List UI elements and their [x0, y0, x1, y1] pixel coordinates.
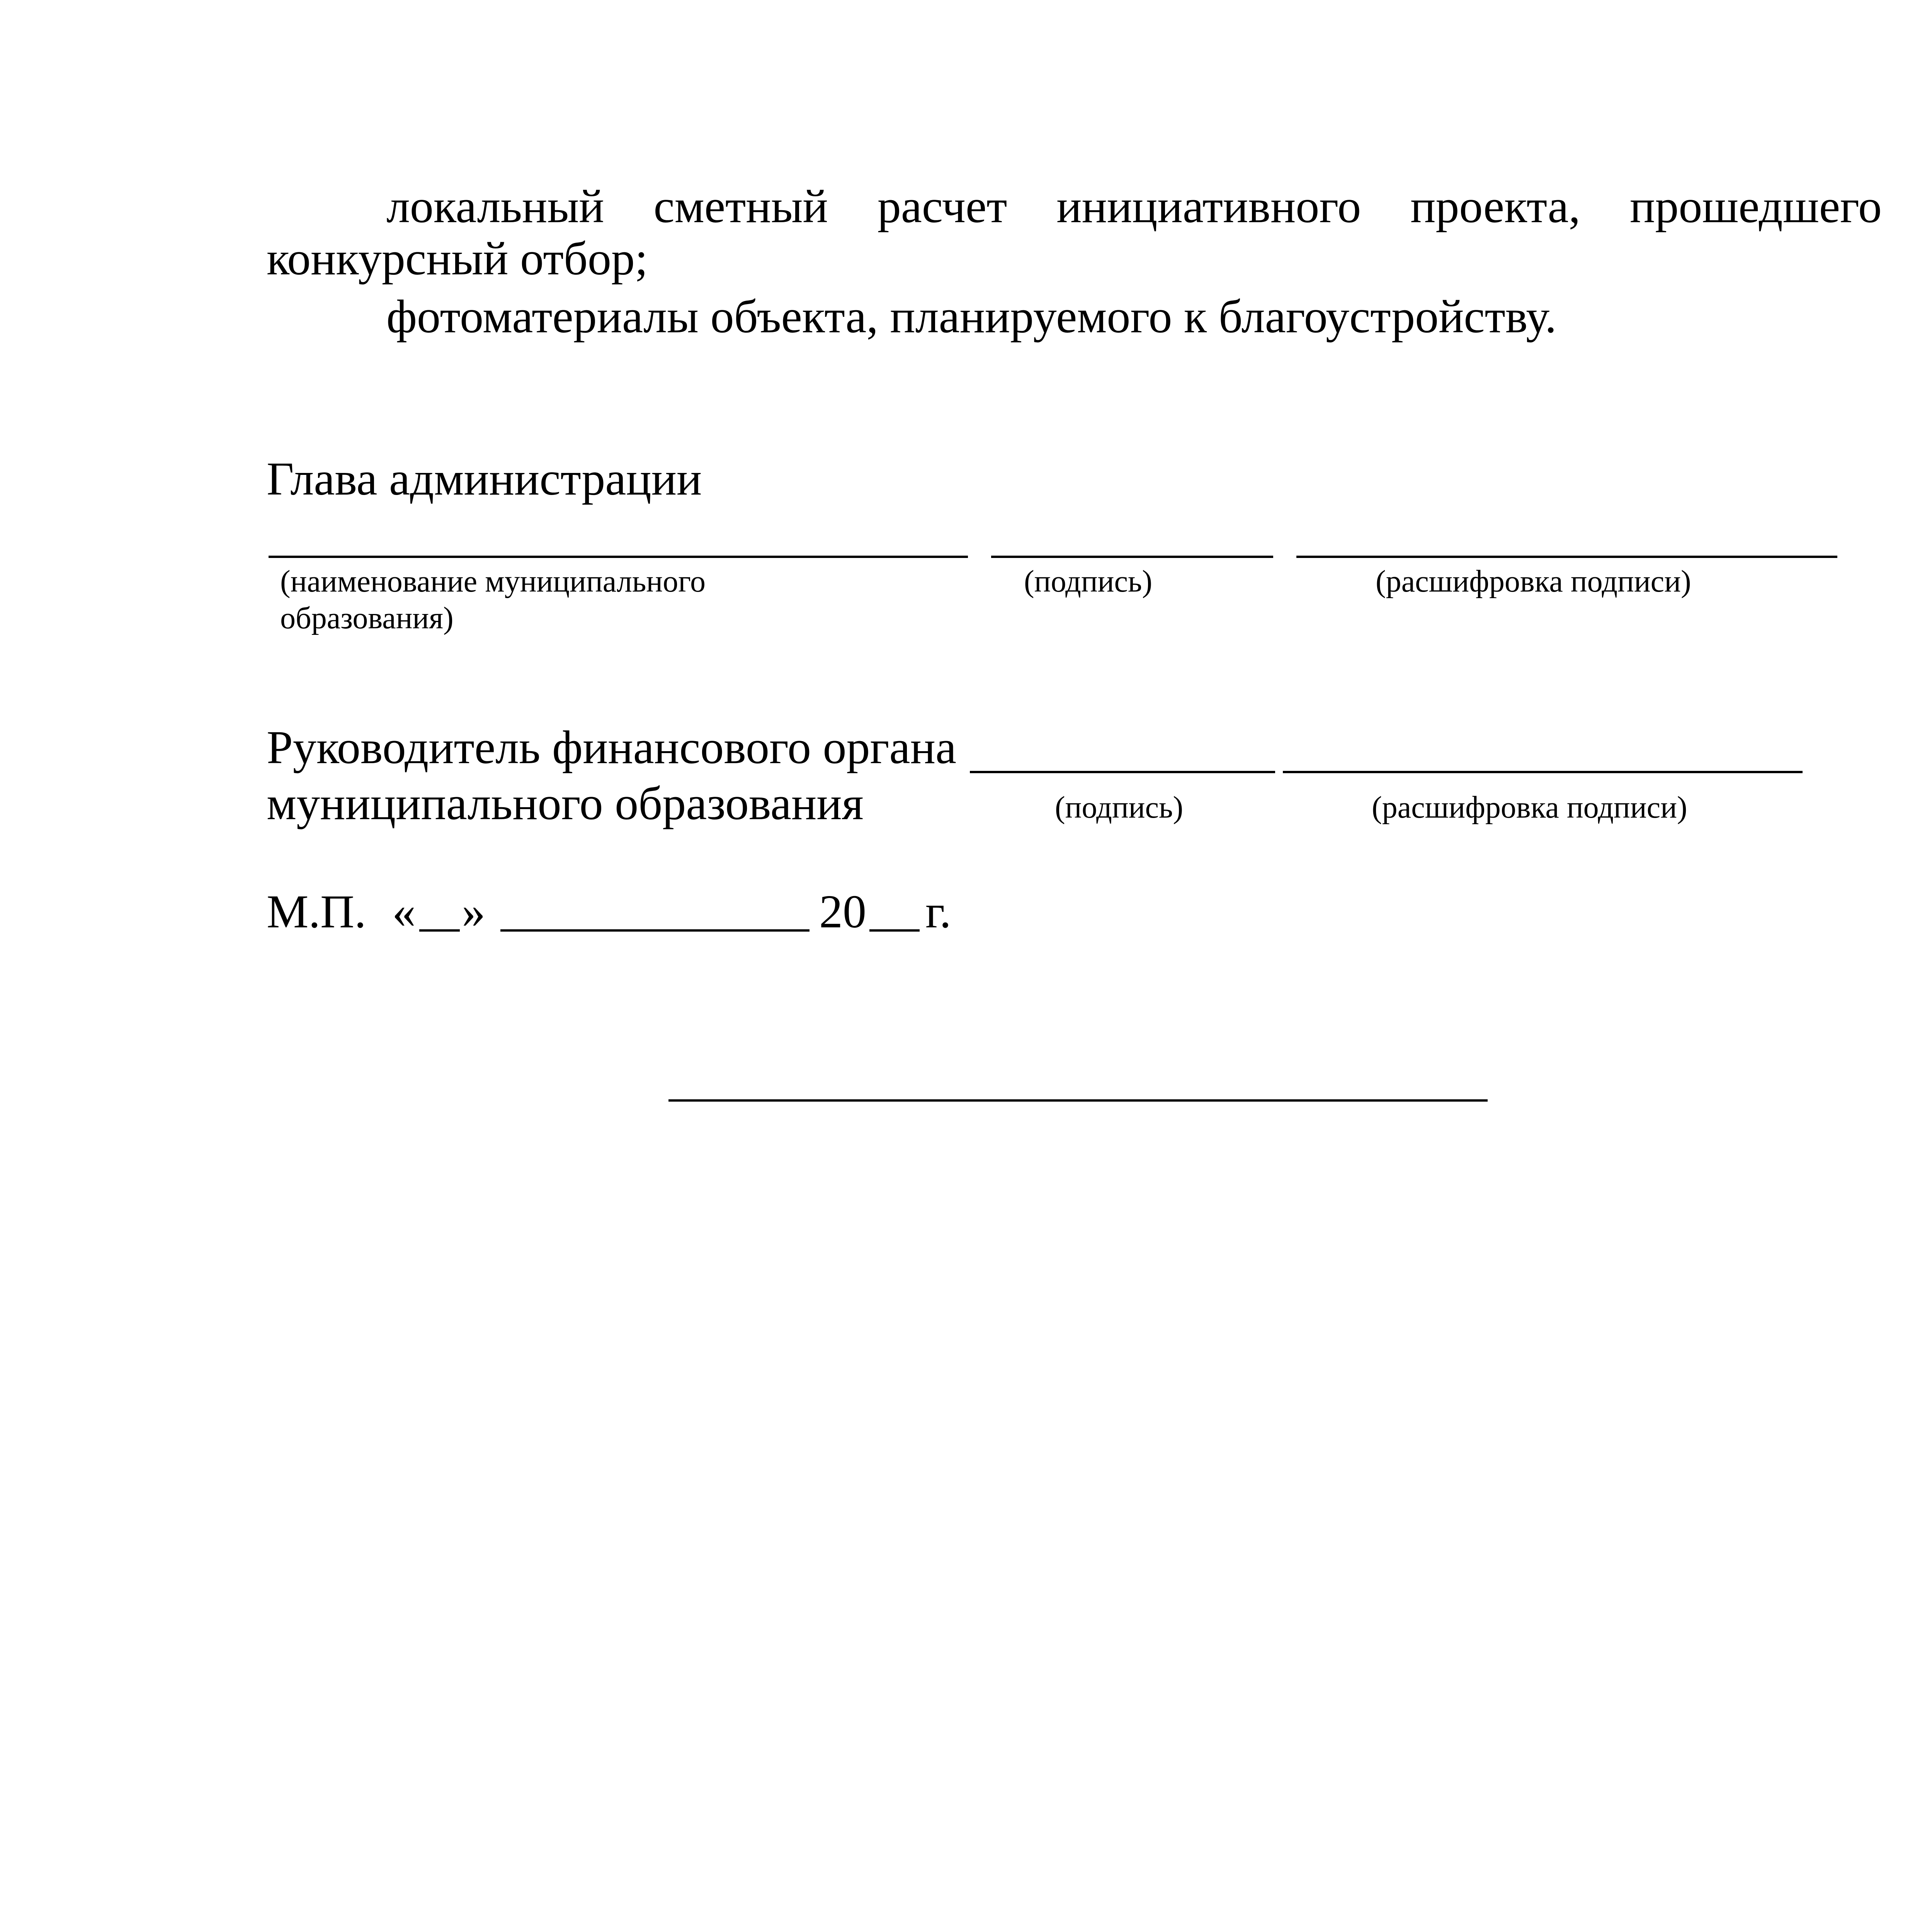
body-word: инициативного [1056, 180, 1361, 233]
body-word: расчет [877, 180, 1007, 233]
date-day-line [419, 929, 460, 932]
caption-head-decoding: (расшифровка подписи) [1376, 565, 1691, 599]
body-line-2: конкурсный отбор; [267, 233, 648, 285]
finance-title-line-1: Руководитель финансового органа [267, 721, 957, 774]
head-decoding-line [1296, 556, 1837, 558]
finance-decoding-line [1283, 771, 1803, 773]
caption-municipality-2: образования) [280, 601, 454, 635]
municipality-name-line [269, 556, 968, 558]
head-signature-line [991, 556, 1273, 558]
date-year-suffix: г. [925, 886, 951, 938]
finance-signature-line [970, 771, 1275, 773]
caption-head-signature: (подпись) [1024, 565, 1153, 599]
date-quote-close: » [462, 886, 485, 938]
stamp-label: М.П. [267, 886, 366, 938]
date-quote-open: « [392, 886, 416, 938]
date-year-prefix: 20 [819, 886, 866, 938]
body-word: проекта, [1410, 180, 1581, 233]
body-word: локальный [386, 180, 604, 233]
caption-finance-decoding: (расшифровка подписи) [1372, 791, 1687, 825]
body-word: сметный [653, 180, 828, 233]
head-title: Глава администрации [267, 453, 702, 505]
body-line-3: фотоматериалы объекта, планируемого к благоустройству. [386, 291, 1557, 343]
finance-title-line-2: муниципального образования [267, 777, 864, 830]
closing-separator-line [668, 1099, 1488, 1102]
date-month-line [500, 929, 810, 932]
body-word: прошедшего [1630, 180, 1882, 233]
date-year-line [869, 929, 920, 932]
body-line-1 [386, 178, 1882, 236]
caption-municipality-1: (наименование муниципального [280, 565, 706, 599]
caption-finance-signature: (подпись) [1055, 791, 1184, 825]
